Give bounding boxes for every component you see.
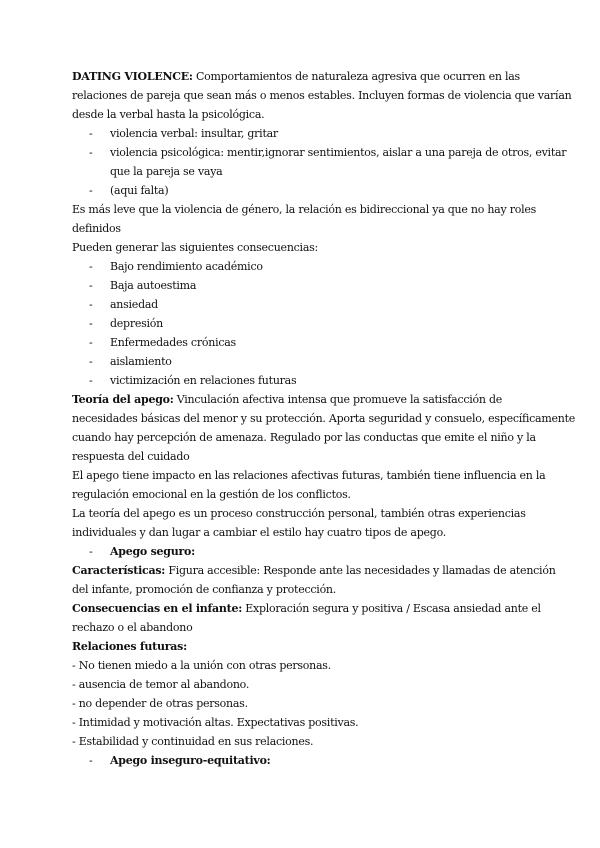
violence-type-verbal: violencia verbal: insultar, gritar — [110, 127, 278, 140]
attachment-process-line-1: La teoría del apego es un proceso construcción personal, también otras experiencias — [72, 507, 526, 520]
dating-violence-intro-line-2: relaciones de pareja que sean más o menos estables. Incluyen formas de violencia que varían — [72, 89, 572, 102]
attachment-impact-line-2: regulación emocional en la gestión de los conflictos. — [72, 488, 351, 501]
consequences-label: Consecuencias en el infante: — [72, 602, 243, 615]
consequences-intro: Pueden generar las siguientes consecuencias: — [72, 241, 318, 254]
attachment-definition-paragraph — [72, 390, 532, 409]
list-item: - Apego inseguro-equitativo: — [72, 751, 532, 770]
attachment-definition-line-3: cuando hay percepción de amenaza. Regulado por las conductas que emite el niño y la — [72, 431, 536, 444]
future-relation-item: - ausencia de temor al abandono. — [72, 678, 250, 691]
list-item: - violencia verbal: insultar, gritar — [72, 124, 532, 143]
consequence-item: Enfermedades crónicas — [110, 336, 236, 349]
violence-type-psychological: violencia psicológica: mentir,ignorar sentimientos, aislar a una pareja de otros, evitar — [110, 146, 567, 159]
consequence-item: Baja autoestima — [110, 279, 197, 292]
list-item: - victimización en relaciones futuras — [72, 371, 532, 390]
consequences-text-line-2: rechazo o el abandono — [72, 621, 193, 634]
consequence-item: aislamiento — [110, 355, 172, 368]
document-page — [72, 67, 576, 770]
dating-violence-heading: DATING VIOLENCE: — [72, 70, 193, 83]
violence-type-missing: (aqui falta) — [110, 184, 169, 197]
consequence-item: Bajo rendimiento académico — [110, 260, 263, 273]
violence-type-psychological-cont: que la pareja se vaya — [110, 165, 223, 178]
future-relation-item: - No tienen miedo a la unión con otras personas. — [72, 659, 331, 672]
characteristics-label: Características: — [72, 564, 166, 577]
comparison-line-2: definidos — [72, 222, 121, 235]
list-item: - Apego seguro: — [72, 542, 532, 561]
characteristics-text-line-1: Figura accesible: Responde ante las necesidades y llamadas de atención — [165, 564, 556, 577]
list-item: - (aqui falta) — [72, 181, 532, 200]
consequence-item: depresión — [110, 317, 163, 330]
attachment-definition-line-2: necesidades básicas del menor y su protección. Aporta seguridad y consuelo, específicamente — [72, 412, 576, 425]
list-item: - Baja autoestima — [72, 276, 532, 295]
dating-violence-intro-line-1: Comportamientos de naturaleza agresiva que ocurren en las — [192, 70, 520, 83]
dating-violence-paragraph — [72, 67, 532, 86]
future-relation-item: - Estabilidad y continuidad en sus relaciones. — [72, 735, 314, 748]
attachment-process-line-2: individuales y dan lugar a cambiar el estilo hay cuatro tipos de apego. — [72, 526, 447, 539]
insecure-attachment-title: Apego inseguro-equitativo: — [110, 754, 271, 767]
consequence-item: ansiedad — [110, 298, 158, 311]
consequence-item: victimización en relaciones futuras — [110, 374, 297, 387]
consequences-text-line-1: Exploración segura y positiva / Escasa ansiedad ante el — [242, 602, 541, 615]
attachment-definition-line-4: respuesta del cuidado — [72, 450, 190, 463]
characteristics-text-line-2: del infante, promoción de confianza y protección. — [72, 583, 337, 596]
list-item: - ansiedad — [72, 295, 532, 314]
list-item: - violencia psicológica: mentir,ignorar sentimientos, aislar a una pareja de otros, evitar — [72, 143, 532, 162]
attachment-impact-line-1: El apego tiene impacto en las relaciones afectivas futuras, también tiene influencia en la — [72, 469, 546, 482]
secure-consequences — [72, 599, 541, 618]
secure-characteristics — [72, 561, 556, 580]
secure-attachment-title: Apego seguro: — [110, 545, 195, 558]
list-item: - Enfermedades crónicas — [72, 333, 532, 352]
list-item: - Bajo rendimiento académico — [72, 257, 532, 276]
list-item: - depresión — [72, 314, 532, 333]
dating-violence-intro-line-3: desde la verbal hasta la psicológica. — [72, 108, 265, 121]
future-relation-item: - no depender de otras personas. — [72, 697, 248, 710]
comparison-line-1: Es más leve que la violencia de género, la relación es bidireccional ya que no hay roles — [72, 203, 536, 216]
future-relation-item: - Intimidad y motivación altas. Expectativas positivas. — [72, 716, 359, 729]
future-relations-label: Relaciones futuras: — [72, 640, 187, 653]
attachment-definition-line-1: Vinculación afectiva intensa que promueve la satisfacción de — [173, 393, 503, 406]
attachment-theory-heading: Teoría del apego: — [72, 393, 174, 406]
list-item: - aislamiento — [72, 352, 532, 371]
